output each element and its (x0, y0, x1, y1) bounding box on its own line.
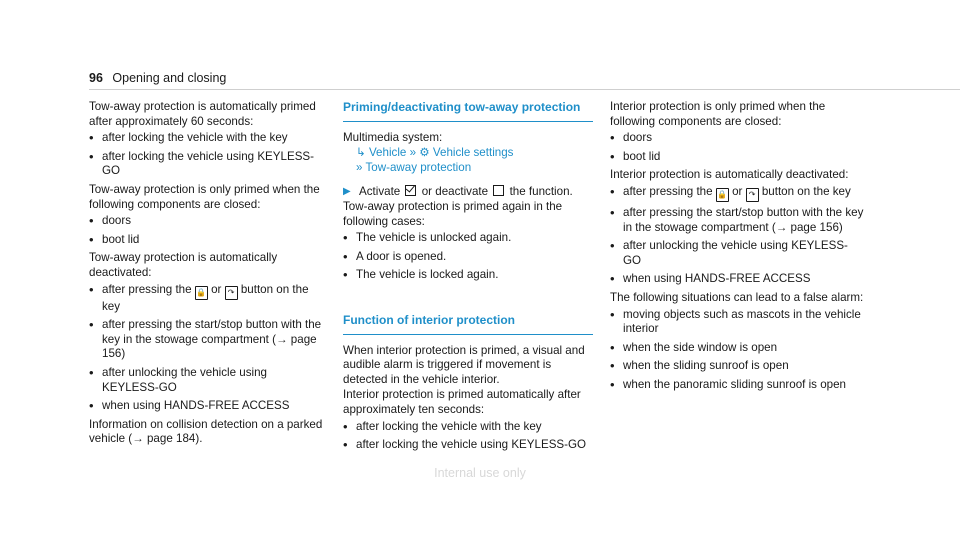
bullet-list (89, 214, 324, 247)
paragraph: The following situations can lead to a false alarm: (610, 290, 864, 304)
column-2 (343, 100, 593, 457)
paragraph: Interior protection is primed automatically after approximately ten seconds: (343, 388, 581, 416)
menu-path (343, 146, 593, 161)
section-title: Opening and closing (112, 71, 227, 85)
menu-path (343, 161, 593, 176)
list-item: • The vehicle is locked again. (343, 268, 593, 283)
lock-icon: 🔒 (195, 286, 208, 300)
list-item: • A door is opened. (343, 250, 593, 265)
page-link[interactable]: after pressing the start/stop button with the key in the stowage compartment (→ page 156) (623, 205, 864, 234)
arrow-right-icon: ↳ (356, 146, 366, 160)
list-item: • when the sliding sunroof is open (610, 359, 865, 374)
list-item: • after unlocking the vehicle using KEYLESS-GO (89, 366, 324, 395)
list-item (89, 318, 324, 362)
list-item (610, 206, 865, 235)
multimedia-label: Multimedia system: (343, 130, 443, 144)
instruction-step: ▶ Activate or deactivate the function. (343, 185, 573, 199)
list-item: • moving objects such as mascots in the vehicle interior (610, 308, 865, 337)
list-item: • after locking the vehicle with the key (343, 420, 593, 435)
bullet-list (610, 185, 865, 287)
menu-tow-away[interactable]: Tow-away protection (365, 160, 472, 174)
list-item: • after pressing the 🔒 or ↷ button on the key (610, 185, 865, 202)
section-heading: Function of interior protection (343, 313, 593, 335)
lock-icon: 🔒 (716, 188, 729, 202)
list-item: • doors (89, 214, 324, 229)
list-item: • when using HANDS-FREE ACCESS (610, 272, 865, 287)
paragraph: Tow-away protection is only primed when the following components are closed: (89, 182, 320, 211)
list-item: • after pressing the 🔒 or ↷ button on the key (89, 283, 324, 315)
list-item: • when the side window is open (610, 341, 865, 356)
menu-vehicle[interactable]: Vehicle (368, 146, 407, 160)
collision-info-link[interactable]: Information on collision detection on a parked vehicle (→ page 184). (89, 417, 323, 446)
list-item: • when the panoramic sliding sunroof is open (610, 378, 865, 393)
double-chevron-icon: » (356, 160, 363, 174)
car-settings-icon: ⚙ (419, 146, 430, 160)
page-header (89, 71, 960, 90)
paragraph: Tow-away protection is primed again in the following cases: (343, 199, 563, 228)
section-heading: Priming/deactivating tow-away protection (343, 100, 593, 122)
bullet-list (89, 131, 324, 179)
list-item: • doors (610, 131, 865, 146)
watermark: Internal use only (434, 466, 526, 480)
list-item: • The vehicle is unlocked again. (343, 231, 593, 246)
paragraph: Tow-away protection is automatically deactivated: (89, 251, 278, 279)
bullet-list (610, 308, 865, 393)
page-number: 96 (89, 71, 103, 85)
bullet-list (343, 231, 593, 283)
checkbox-checked-icon (405, 185, 416, 196)
column-3 (610, 100, 865, 397)
boot-lid-icon: ↷ (746, 188, 759, 202)
paragraph: Interior protection is only primed when the following components are closed: (610, 100, 826, 128)
paragraph: Tow-away protection is automatically primed after approximately 60 seconds: (89, 100, 316, 128)
step-play-icon: ▶ (343, 186, 351, 198)
list-item: • after unlocking the vehicle using KEYLESS-GO (610, 239, 865, 268)
list-item: • when using HANDS-FREE ACCESS (89, 399, 324, 414)
bullet-list (89, 283, 324, 414)
list-item: • after locking the vehicle using KEYLESS-GO (89, 150, 324, 179)
list-item: • after locking the vehicle with the key (89, 131, 324, 146)
list-item: • boot lid (610, 150, 865, 165)
list-item: • after locking the vehicle using KEYLESS-GO (343, 438, 593, 453)
checkbox-empty-icon (493, 185, 504, 196)
page-link[interactable]: after pressing the start/stop button with the key in the stowage compartment (→ page 156) (102, 318, 322, 361)
list-item: • boot lid (89, 233, 324, 248)
bullet-list (610, 131, 865, 164)
bullet-list (343, 420, 593, 453)
paragraph: When interior protection is primed, a visual and audible alarm is triggered if movement is detected in the vehicle interior. (343, 343, 585, 386)
boot-lid-icon: ↷ (225, 286, 238, 300)
double-chevron-icon: » (409, 146, 417, 160)
paragraph: Interior protection is automatically deactivated: (610, 168, 849, 182)
column-1 (89, 100, 324, 448)
menu-vehicle-settings[interactable]: Vehicle settings (432, 146, 514, 160)
